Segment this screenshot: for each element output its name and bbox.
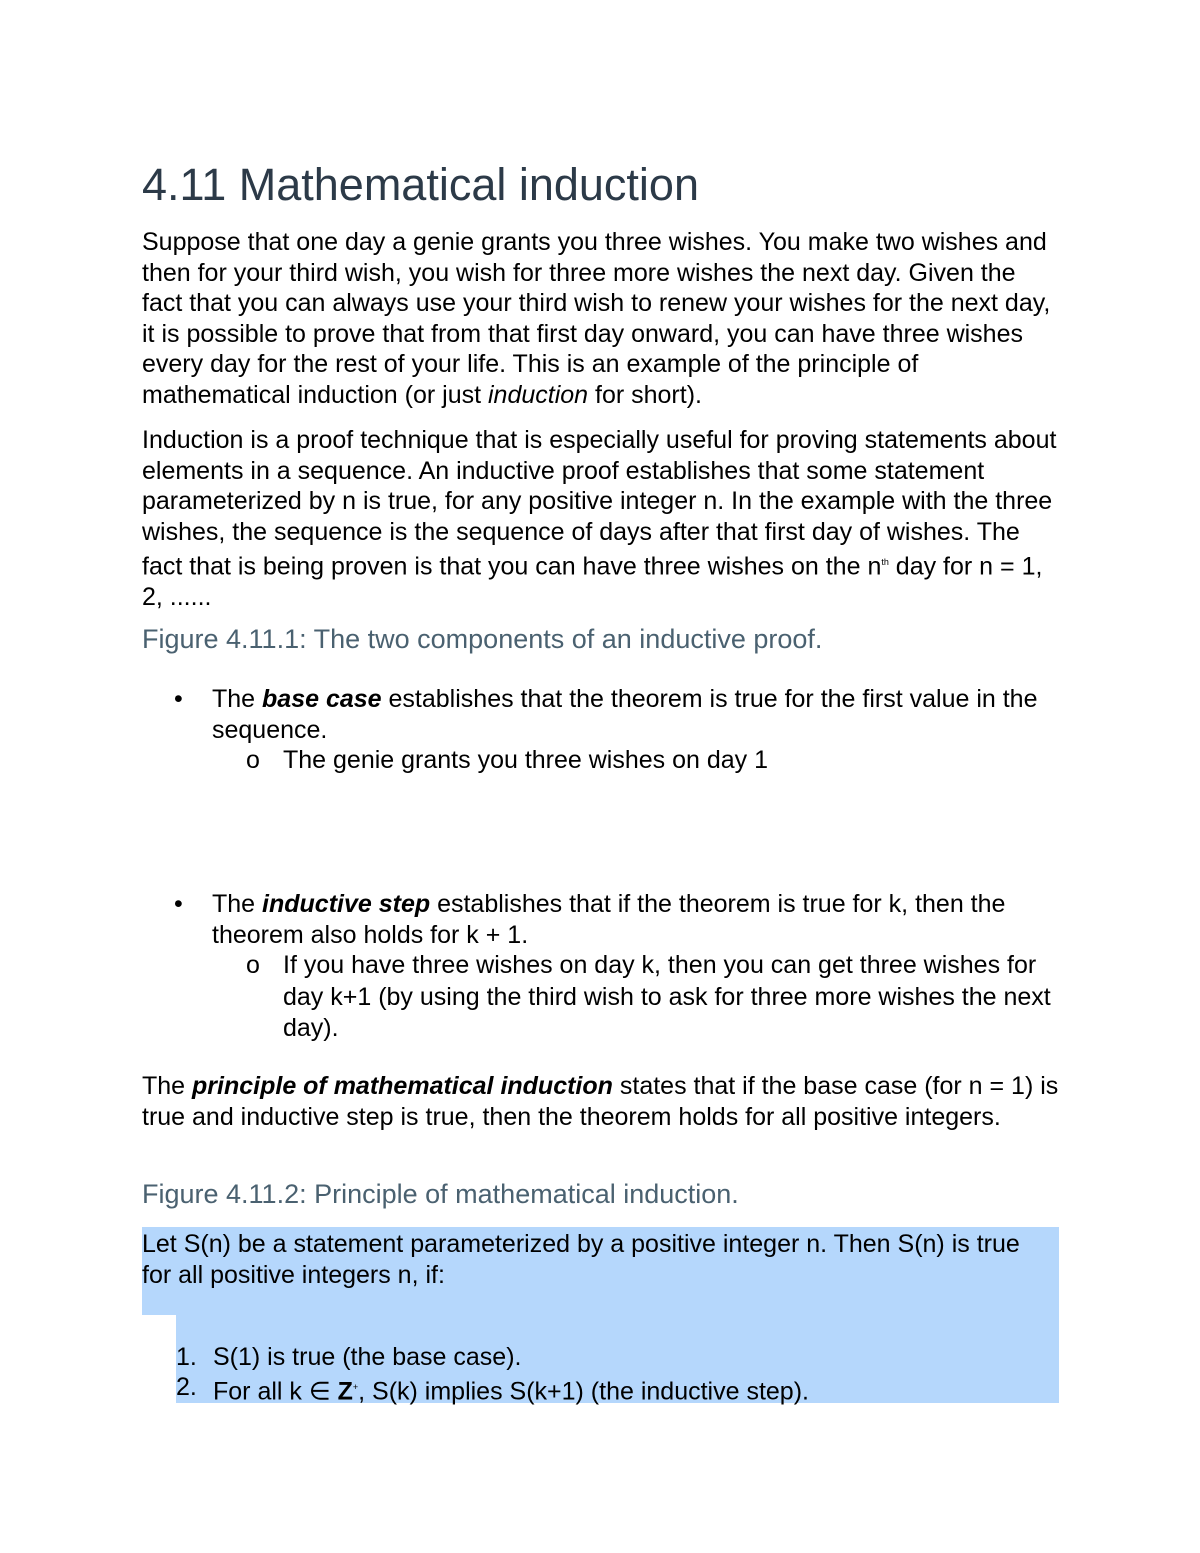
sub-bullet-icon: o (246, 951, 260, 979)
induction-term: induction (487, 380, 589, 409)
bullet-text (212, 889, 1062, 950)
sub-bullet-text: The genie grants you three wishes on day 1 (283, 746, 769, 774)
list-number: 1. (176, 1343, 197, 1371)
intro-p1-text: Suppose that one day a genie grants you three wishes. You make two wishes and then for your third wish, you wish for three more wishes the next day. Given the fact that you can always use your third wish to renew your wishes for the next day, it is possible to prove that from that first day onward, you can have three wishes every day for the rest of your life. This is an example of the principle of mathematical induction (or just (142, 228, 1051, 409)
condition-text-end: , S(k) implies S(k+1) (the inductive step). (358, 1377, 809, 1406)
intro-p1-end: for short). (588, 380, 702, 409)
condition-text (213, 1373, 809, 1407)
bullet-rest: establishes that the theorem is true for the first value in the sequence. (212, 685, 1038, 744)
term-principle: principle of mathematical induction (192, 1072, 613, 1100)
bullet-rest: establishes that if the theorem is true for k, then the theorem also holds for k + 1. (212, 890, 1006, 949)
principle-statement: Let S(n) be a statement parameterized by a positive integer n. Then S(n) is true for all positive integers n, if: (142, 1230, 1020, 1289)
set-superscript: + (352, 1382, 359, 1392)
principle-paragraph (142, 1071, 1062, 1132)
intro-paragraph-2 (142, 425, 1062, 612)
bullet-icon: • (174, 890, 183, 918)
page-title: 4.11 Mathematical induction (142, 159, 699, 210)
bullet-text (212, 684, 1062, 745)
principle-prefix: The (142, 1072, 193, 1100)
intro-p2-end: day for n = 1, 2, ...... (142, 552, 1043, 611)
superscript-th: th (881, 557, 889, 567)
list-number: 2. (176, 1373, 197, 1401)
condition-text: S(1) is true (the base case). (213, 1343, 522, 1371)
sub-bullet-text: If you have three wishes on day k, then you can get three wishes for day k+1 (by using the third wish to ask for three more wishes the next day). (283, 951, 1051, 1042)
condition-text-start: For all k ∈ (213, 1377, 338, 1406)
intro-p2-text: Induction is a proof technique that is especially useful for proving statements about elements in a sequence. An inductive proof establishes that some statement parameterized by n is true, for any positive integer n. In the example with the three wishes, the sequence is the sequence of days after that first day of wishes. The fact that is being proven is that you can have three wishes on the n (142, 426, 1057, 581)
integer-set-symbol: Z (337, 1377, 353, 1406)
intro-paragraph-1 (142, 227, 1062, 410)
figure-2-caption: Figure 4.11.2: Principle of mathematical induction. (142, 1179, 739, 1209)
bullet-icon: • (174, 685, 183, 713)
figure-1-caption: Figure 4.11.1: The two components of an inductive proof. (142, 624, 823, 654)
sub-bullet-icon: o (246, 746, 260, 774)
term-base-case: base case (262, 685, 382, 713)
bullet-prefix: The (212, 685, 263, 713)
term-inductive-step: inductive step (262, 890, 431, 918)
principle-rest: states that if the base case (for n = 1) is true and inductive step is true, then the theorem holds for all positive integers. (142, 1072, 1059, 1131)
bullet-prefix: The (212, 890, 263, 918)
